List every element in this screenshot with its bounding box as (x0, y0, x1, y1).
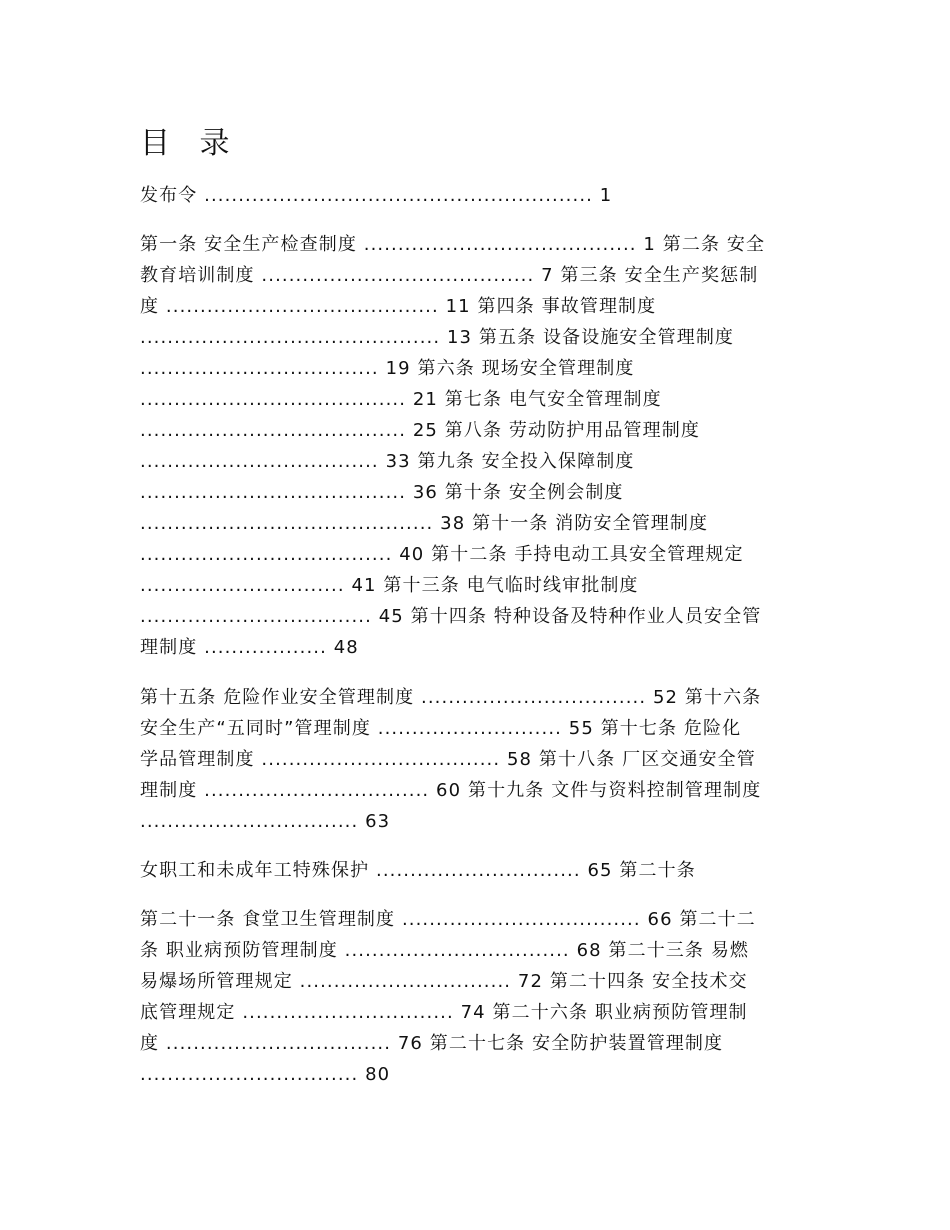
toc-line: ....................................... 25 第八条 劳动防护用品管理制度 (140, 420, 700, 441)
toc-line: 第二十一条 食堂卫生管理制度 ................................... 66 第二十二 (140, 909, 756, 930)
toc-line: ..................................... 40 第十二条 手持电动工具安全管理规定 (140, 544, 744, 565)
toc-line: ........................................... 38 第十一条 消防安全管理制度 (140, 513, 709, 534)
toc-title: 目 录 (140, 126, 240, 161)
toc-line: ................................... 19 第六条 现场安全管理制度 (140, 358, 635, 379)
toc-line: ................................ 80 (140, 1064, 391, 1085)
toc-line: 学品管理制度 ................................... 58 第十八条 厂区交通安全管 (140, 749, 756, 770)
toc-line: 发布令 ......................................................... 1 (140, 185, 613, 206)
toc-line: ....................................... 21 第七条 电气安全管理制度 (140, 389, 662, 410)
toc-line: 理制度 .................. 48 (140, 637, 359, 658)
toc-line: 安全生产“五同时”管理制度 ........................... 55 第十七条 危险化 (140, 718, 742, 739)
toc-line: ................................... 33 第九条 安全投入保障制度 (140, 451, 635, 472)
toc-line: 第十五条 危险作业安全管理制度 ................................. 52 第十六条 (140, 687, 762, 708)
toc-line: ................................ 63 (140, 811, 391, 832)
toc-line: 易爆场所管理规定 ............................... 72 第二十四条 安全技术交 (140, 971, 748, 992)
toc-line: ....................................... 36 第十条 安全例会制度 (140, 482, 624, 503)
toc-line: 条 职业病预防管理制度 ................................. 68 第二十三条 易燃 (140, 940, 750, 961)
toc-line: 教育培训制度 ........................................ 7 第三条 安全生产奖惩制 (140, 265, 759, 286)
toc-line: 底管理规定 ............................... 74 第二十六条 职业病预防管理制 (140, 1002, 748, 1023)
toc-line: 度 ........................................ 11 第四条 事故管理制度 (140, 296, 657, 317)
toc-line: 度 ................................. 76 第二十七条 安全防护装置管理制度 (140, 1033, 724, 1054)
toc-line: .................................. 45 第十四条 特种设备及特种作业人员安全管 (140, 606, 762, 627)
toc-line: ............................................ 13 第五条 设备设施安全管理制度 (140, 327, 735, 348)
toc-line: 第一条 安全生产检查制度 ........................................ 1 第二条 安全 (140, 234, 766, 255)
toc-line: .............................. 41 第十三条 电气临时线审批制度 (140, 575, 639, 596)
toc-line: 理制度 ................................. 60 第十九条 文件与资料控制管理制度 (140, 780, 762, 801)
toc-line: 女职工和未成年工特殊保护 .............................. 65 第二十条 (140, 860, 696, 881)
